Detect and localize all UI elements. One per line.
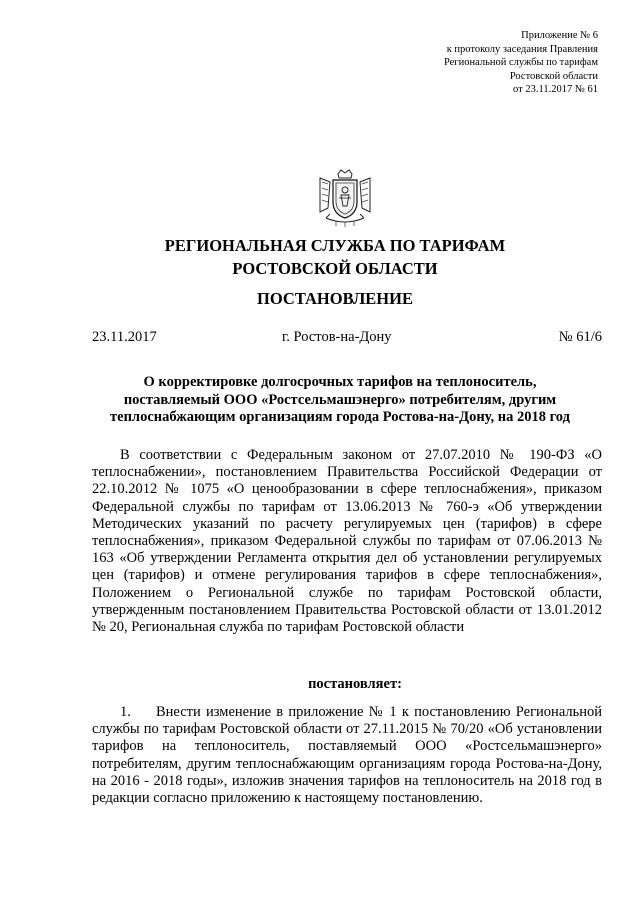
- appendix-note: [338, 29, 598, 97]
- appendix-line: от 23.11.2017 № 61: [513, 84, 598, 95]
- resolves-heading: постановляет:: [308, 676, 402, 692]
- document-place: г. Ростов-на-Дону: [282, 329, 392, 345]
- organization-name: [0, 234, 640, 280]
- resolution-item-1: [92, 704, 602, 807]
- preamble-section: [92, 447, 602, 636]
- appendix-line: Ростовской области: [509, 70, 598, 82]
- item-text: Внести изменение в приложение № 1 к постановлению Региональной службы по тарифам Ростовской области от 27.11.2015 № 70/20 «Об установлении тарифов на теплоноситель, поставляемый ООО «Ростсельмашэнерго» потребителям, другим теплоснабжающим организациям города Ростова-на-Дону, на 2016 - 2018 годы», изложив значения тарифов на теплоноситель на 2018 год в редакции согласно приложению к настоящему постановлению.: [92, 704, 602, 807]
- item-number: 1.: [120, 704, 131, 720]
- document-number: № 61/6: [558, 329, 602, 345]
- appendix-line: Приложение № 6: [521, 30, 598, 41]
- subject-line-2: поставляемый ООО «Ростсельмашэнерго» потребителям, другим: [123, 391, 557, 408]
- document-date: 23.11.2017: [92, 329, 157, 345]
- appendix-line: Региональной службы по тарифам: [443, 57, 598, 68]
- document-type: ПОСТАНОВЛЕНИЕ: [257, 289, 413, 308]
- appendix-line: к протоколу заседания Правления: [446, 43, 598, 55]
- subject-line-1: О корректировке долгосрочных тарифов на теплоноситель,: [143, 374, 537, 390]
- document-subject: [70, 374, 610, 427]
- document-meta: [92, 329, 602, 349]
- org-line-2: РОСТОВСКОЙ ОБЛАСТИ: [232, 259, 438, 278]
- subject-line-3: теплоснабжающим организациям города Ростова-на-Дону, на 2018 год: [110, 409, 570, 425]
- preamble-paragraph: В соответствии с Федеральным законом от 27.07.2010 № 190-ФЗ «О теплоснабжении», постановлением Правительства Российской Федерации от 22.10.2012 № 1075 «О ценообразовании в сфере теплоснабжения», приказом Федеральной службы по тарифам от 13.06.2013 № 760-э «Об утверждении Методических указаний по расчету регулируемых цен (тарифов) в сфере теплоснабжения», приказом Федеральной службы по тарифам от 07.06.2013 № 163 «Об утверждении Регламента открытия дел об установлении регулируемых цен (тарифов) и отмене регулирования тарифов в сфере теплоснабжения», Положением о Региональной службе по тарифам Ростовской области, утвержденным постановлением Правительства Ростовской области от 13.01.2012 № 20, Региональная служба по тарифам Ростовской области: [92, 447, 602, 636]
- org-line-1: РЕГИОНАЛЬНАЯ СЛУЖБА ПО ТАРИФАМ: [164, 236, 506, 255]
- coat-of-arms-icon: [316, 168, 374, 228]
